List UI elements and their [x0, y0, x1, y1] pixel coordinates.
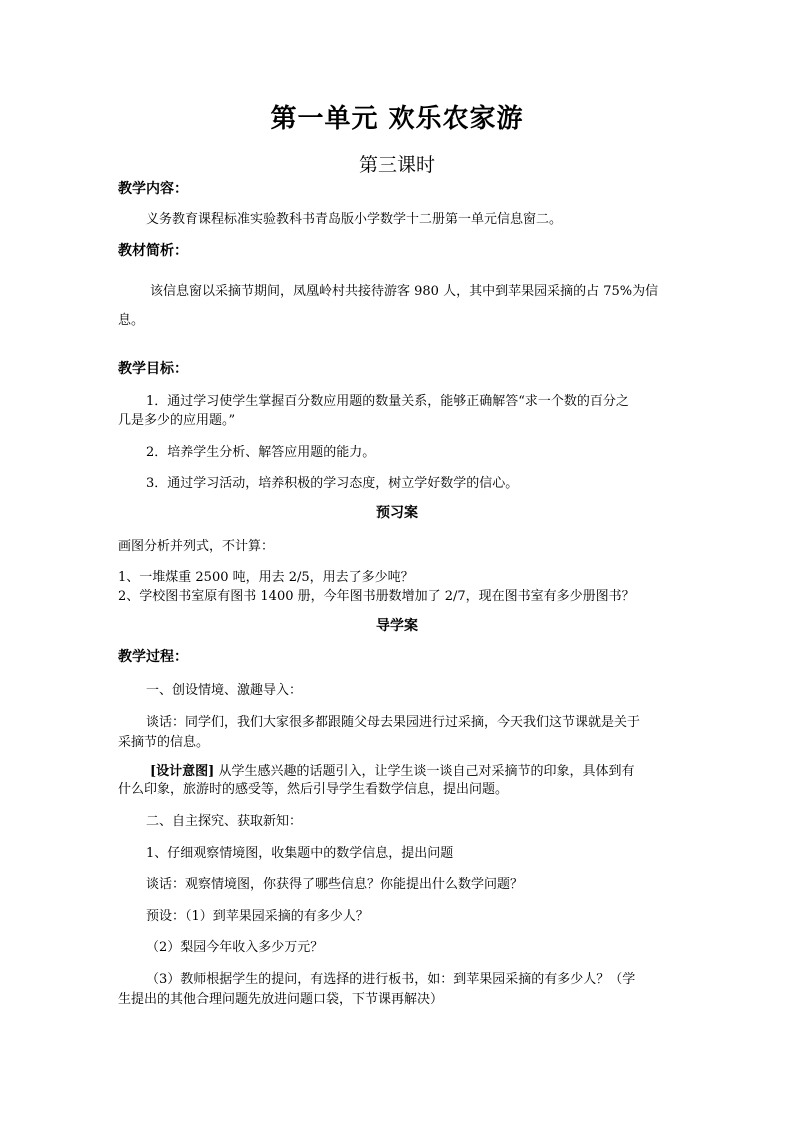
- analysis-text-line2: 息。: [118, 313, 145, 328]
- preset-3-line1: （3）教师根据学生的提问，有选择的进行板书，如：到苹果园采摘的有多少人？（学: [146, 972, 636, 987]
- preview-section-title: 预习案: [376, 505, 418, 521]
- talk-2: 谈话：观察情境图，你获得了哪些信息？你能提出什么数学问题？: [146, 877, 524, 892]
- step-2-item-1: 1、仔细观察情境图，收集题中的数学信息，提出问题: [146, 846, 454, 861]
- step-2-heading: 二、自主探究、获取新知：: [146, 814, 303, 829]
- goals-heading: 教学目标：: [118, 361, 188, 377]
- page-subtitle: 第三课时: [358, 154, 435, 176]
- goal-1-line1: 1．通过学习使学生掌握百分数应用题的数量关系，能够正确解答“求一个数的百分之: [146, 394, 629, 409]
- step-1-heading: 一、创设情境、激趣导入：: [146, 683, 303, 698]
- preset-3-line2: 生提出的其他合理问题先放进问题口袋，下节课再解决）: [118, 992, 444, 1007]
- preview-question-1: 1、一堆煤重 2500 吨，用去 2/5，用去了多少吨？: [118, 570, 414, 585]
- talk-1-line2: 采摘节的信息。: [118, 735, 210, 750]
- content-text: 义务教育课程标准实验教科书青岛版小学数学十二册第一单元信息窗二。: [146, 212, 563, 227]
- design-intent-label: [设计意图]: [150, 764, 215, 779]
- goal-3: 3．通过学习活动，培养积极的学习态度，树立学好数学的信心。: [146, 476, 519, 491]
- preset-2: （2）梨园今年收入多少万元？: [146, 940, 324, 955]
- content-heading: 教学内容：: [118, 181, 188, 197]
- preview-question-2: 2、学校图书室原有图书 1400 册，今年图书册数增加了 2/7，现在图书室有多少册图书？: [118, 589, 635, 604]
- guide-section-title: 导学案: [376, 618, 418, 634]
- design-intent-line2: 什么印象，旅游时的感受等，然后引导学生看数学信息，提出问题。: [118, 782, 509, 797]
- analysis-heading: 教材简析：: [118, 243, 188, 259]
- goal-1-line2: 几是多少的应用题。”: [118, 413, 236, 428]
- design-intent-text: 从学生感兴趣的话题引入，让学生谈一谈自己对采摘节的印象，具体到有: [218, 764, 635, 779]
- talk-1-line1: 谈话：同学们，我们大家很多都跟随父母去果园进行过采摘，今天我们这节课就是关于: [146, 715, 641, 730]
- process-heading: 教学过程：: [118, 649, 188, 665]
- page-title: 第一单元 欢乐农家游: [270, 104, 524, 134]
- goal-2: 2．培养学生分析、解答应用题的能力。: [146, 445, 376, 460]
- analysis-text-line1: 该信息窗以采摘节期间，凤凰岭村共接待游客 980 人，其中到苹果园采摘的占 75%为信: [150, 284, 659, 299]
- design-intent-line1: [150, 760, 634, 779]
- preview-instruction: 画图分析并列式，不计算：: [118, 539, 275, 554]
- preset-1: 预设：（1）到苹果园采摘的有多少人？: [146, 909, 369, 924]
